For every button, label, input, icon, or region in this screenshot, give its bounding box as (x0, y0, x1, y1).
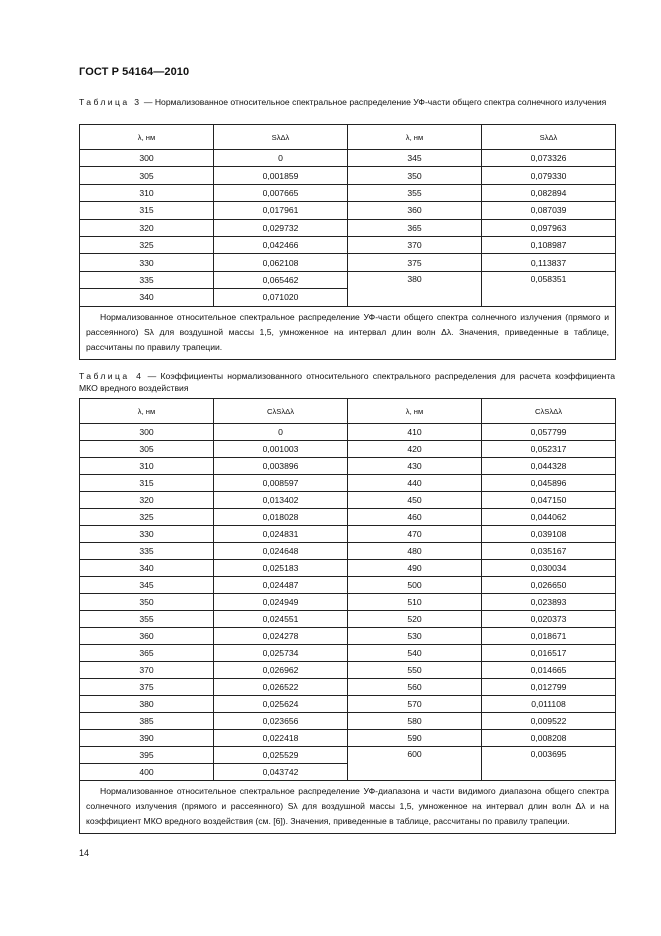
table-row (80, 167, 616, 184)
wavelength-cell: 320 (80, 219, 214, 236)
wavelength-cell: 390 (80, 730, 214, 747)
value-cell: 0,065462 (214, 271, 348, 288)
value-cell: 0,044062 (482, 509, 616, 526)
table-row (80, 509, 616, 526)
wavelength-cell: 580 (348, 713, 482, 730)
table-row (80, 611, 616, 628)
wavelength-cell: 550 (348, 662, 482, 679)
wavelength-cell: 375 (348, 254, 482, 271)
table-row (80, 696, 616, 713)
table-row (80, 577, 616, 594)
wavelength-cell: 315 (80, 475, 214, 492)
column-header: λ, нм (348, 125, 482, 150)
wavelength-cell: 470 (348, 526, 482, 543)
value-cell: 0,030034 (482, 560, 616, 577)
value-cell: 0,024949 (214, 594, 348, 611)
value-cell: 0,012799 (482, 679, 616, 696)
column-header: CλSλΔλ (214, 399, 348, 424)
value-cell: 0,044328 (482, 458, 616, 475)
wavelength-cell: 365 (80, 645, 214, 662)
value-cell: 0,042466 (214, 236, 348, 253)
wavelength-cell: 335 (80, 271, 214, 288)
table-row (80, 202, 616, 219)
table-note (80, 306, 616, 359)
value-cell: 0,057799 (482, 424, 616, 441)
column-header: CλSλΔλ (482, 399, 616, 424)
table-row (80, 526, 616, 543)
wavelength-cell: 590 (348, 730, 482, 747)
table-row (80, 730, 616, 747)
table-note-text: Нормализованное относительное спектральное распределение УФ-диапазона и части видимого диапазона общего спектра солнечного излучения (прямого и рассеянного) Sλ для воздушной массы 1,5, умноженное на интервал длин волн Δλ и на коэффициент МКО вредного воздействия (см. [6]). Значения, приведенные в таблице, рассчитаны по правилу трапеции. (86, 786, 609, 826)
wavelength-cell: 310 (80, 458, 214, 475)
wavelength-cell: 310 (80, 184, 214, 201)
value-cell: 0,071020 (214, 289, 348, 306)
wavelength-cell: 520 (348, 611, 482, 628)
value-cell: 0,045896 (482, 475, 616, 492)
table-note-row (80, 781, 616, 834)
wavelength-cell: 355 (80, 611, 214, 628)
column-header: λ, нм (348, 399, 482, 424)
value-cell: 0,047150 (482, 492, 616, 509)
value-cell: 0,018028 (214, 509, 348, 526)
wavelength-cell: 395 (80, 747, 214, 764)
value-cell: 0,026522 (214, 679, 348, 696)
table-row (80, 747, 616, 764)
table-row (80, 679, 616, 696)
value-cell: 0,014665 (482, 662, 616, 679)
value-cell: 0,062108 (214, 254, 348, 271)
wavelength-cell: 350 (348, 167, 482, 184)
table-4-caption (79, 370, 615, 394)
wavelength-cell: 300 (80, 150, 214, 167)
table-row (80, 271, 616, 288)
value-cell: 0,022418 (214, 730, 348, 747)
wavelength-cell: 335 (80, 543, 214, 560)
table-note (80, 781, 616, 834)
wavelength-cell: 530 (348, 628, 482, 645)
table-4 (79, 398, 616, 834)
table-3 (79, 124, 616, 360)
wavelength-cell: 355 (348, 184, 482, 201)
table-row (80, 628, 616, 645)
table-row (80, 543, 616, 560)
value-cell: 0,023656 (214, 713, 348, 730)
value-cell: 0,113837 (482, 254, 616, 271)
value-cell: 0,026962 (214, 662, 348, 679)
value-cell: 0,024551 (214, 611, 348, 628)
value-cell: 0,079330 (482, 167, 616, 184)
table-row (80, 713, 616, 730)
value-cell: 0,026650 (482, 577, 616, 594)
value-cell: 0,025624 (214, 696, 348, 713)
table-row (80, 219, 616, 236)
value-cell: 0,039108 (482, 526, 616, 543)
value-cell: 0,087039 (482, 202, 616, 219)
wavelength-cell: 330 (80, 254, 214, 271)
table-row (80, 594, 616, 611)
wavelength-cell: 350 (80, 594, 214, 611)
wavelength-cell: 315 (80, 202, 214, 219)
value-cell: 0,108987 (482, 236, 616, 253)
value-cell: 0,025529 (214, 747, 348, 764)
wavelength-cell: 380 (348, 271, 482, 306)
wavelength-cell: 460 (348, 509, 482, 526)
table-3-caption (79, 96, 615, 108)
value-cell: 0,008597 (214, 475, 348, 492)
table-row (80, 150, 616, 167)
table-row (80, 662, 616, 679)
value-cell: 0,003695 (482, 747, 616, 781)
table-row (80, 458, 616, 475)
wavelength-cell: 370 (348, 236, 482, 253)
table-header-row (80, 125, 616, 150)
value-cell: 0,024831 (214, 526, 348, 543)
wavelength-cell: 430 (348, 458, 482, 475)
wavelength-cell: 370 (80, 662, 214, 679)
wavelength-cell: 365 (348, 219, 482, 236)
wavelength-cell: 345 (80, 577, 214, 594)
wavelength-cell: 560 (348, 679, 482, 696)
wavelength-cell: 490 (348, 560, 482, 577)
table-4-caption-text: — Коэффициенты нормализованного относительного спектрального распределения для расчета коэффициента МКО вредного воздействия (79, 371, 615, 393)
wavelength-cell: 325 (80, 236, 214, 253)
value-cell: 0,097963 (482, 219, 616, 236)
table-row (80, 645, 616, 662)
wavelength-cell: 340 (80, 289, 214, 306)
value-cell: 0,052317 (482, 441, 616, 458)
wavelength-cell: 480 (348, 543, 482, 560)
table-row (80, 475, 616, 492)
wavelength-cell: 305 (80, 167, 214, 184)
table-note-text: Нормализованное относительное спектральное распределение УФ-части общего спектра солнечного излучения (прямого и рассеянного) Sλ для воздушной массы 1,5, умноженное на интервал длин волн Δλ. Значения, приведенные в таблице, рассчитаны по правилу трапеции. (86, 311, 609, 352)
wavelength-cell: 450 (348, 492, 482, 509)
value-cell: 0 (214, 424, 348, 441)
value-cell: 0,058351 (482, 271, 616, 306)
column-header: λ, нм (80, 399, 214, 424)
value-cell: 0,020373 (482, 611, 616, 628)
table-note-row (80, 306, 616, 359)
wavelength-cell: 400 (80, 764, 214, 781)
value-cell: 0,023893 (482, 594, 616, 611)
table-row (80, 236, 616, 253)
table-3-caption-label: Таблица 3 (79, 97, 142, 107)
wavelength-cell: 540 (348, 645, 482, 662)
column-header: SλΔλ (214, 125, 348, 150)
value-cell: 0,043742 (214, 764, 348, 781)
wavelength-cell: 305 (80, 441, 214, 458)
wavelength-cell: 375 (80, 679, 214, 696)
wavelength-cell: 360 (348, 202, 482, 219)
wavelength-cell: 300 (80, 424, 214, 441)
column-header: λ, нм (80, 125, 214, 150)
value-cell: 0,009522 (482, 713, 616, 730)
page-number: 14 (79, 848, 90, 858)
table-4-caption-label: Таблица 4 (79, 371, 144, 381)
value-cell: 0,073326 (482, 150, 616, 167)
wavelength-cell: 600 (348, 747, 482, 781)
table-3-caption-text: — Нормализованное относительное спектральное распределение УФ-части общего спектра солнечного излучения (141, 97, 607, 107)
table-row (80, 492, 616, 509)
wavelength-cell: 570 (348, 696, 482, 713)
wavelength-cell: 360 (80, 628, 214, 645)
value-cell: 0,016517 (482, 645, 616, 662)
wavelength-cell: 325 (80, 509, 214, 526)
value-cell: 0,025183 (214, 560, 348, 577)
value-cell: 0,001859 (214, 167, 348, 184)
wavelength-cell: 330 (80, 526, 214, 543)
wavelength-cell: 510 (348, 594, 482, 611)
wavelength-cell: 500 (348, 577, 482, 594)
wavelength-cell: 440 (348, 475, 482, 492)
value-cell: 0,025734 (214, 645, 348, 662)
value-cell: 0,024278 (214, 628, 348, 645)
value-cell: 0,018671 (482, 628, 616, 645)
table-header-row (80, 399, 616, 424)
value-cell: 0,008208 (482, 730, 616, 747)
wavelength-cell: 320 (80, 492, 214, 509)
wavelength-cell: 345 (348, 150, 482, 167)
value-cell: 0,082894 (482, 184, 616, 201)
column-header: SλΔλ (482, 125, 616, 150)
table-row (80, 254, 616, 271)
wavelength-cell: 410 (348, 424, 482, 441)
value-cell: 0,011108 (482, 696, 616, 713)
value-cell: 0,035167 (482, 543, 616, 560)
wavelength-cell: 385 (80, 713, 214, 730)
value-cell: 0,003896 (214, 458, 348, 475)
table-row (80, 560, 616, 577)
wavelength-cell: 340 (80, 560, 214, 577)
value-cell: 0,024487 (214, 577, 348, 594)
document-number: ГОСТ Р 54164—2010 (79, 66, 190, 78)
table-row (80, 184, 616, 201)
value-cell: 0,013402 (214, 492, 348, 509)
wavelength-cell: 420 (348, 441, 482, 458)
table-row (80, 441, 616, 458)
value-cell: 0 (214, 150, 348, 167)
table-row (80, 424, 616, 441)
value-cell: 0,017961 (214, 202, 348, 219)
value-cell: 0,024648 (214, 543, 348, 560)
wavelength-cell: 380 (80, 696, 214, 713)
value-cell: 0,007665 (214, 184, 348, 201)
value-cell: 0,001003 (214, 441, 348, 458)
value-cell: 0,029732 (214, 219, 348, 236)
